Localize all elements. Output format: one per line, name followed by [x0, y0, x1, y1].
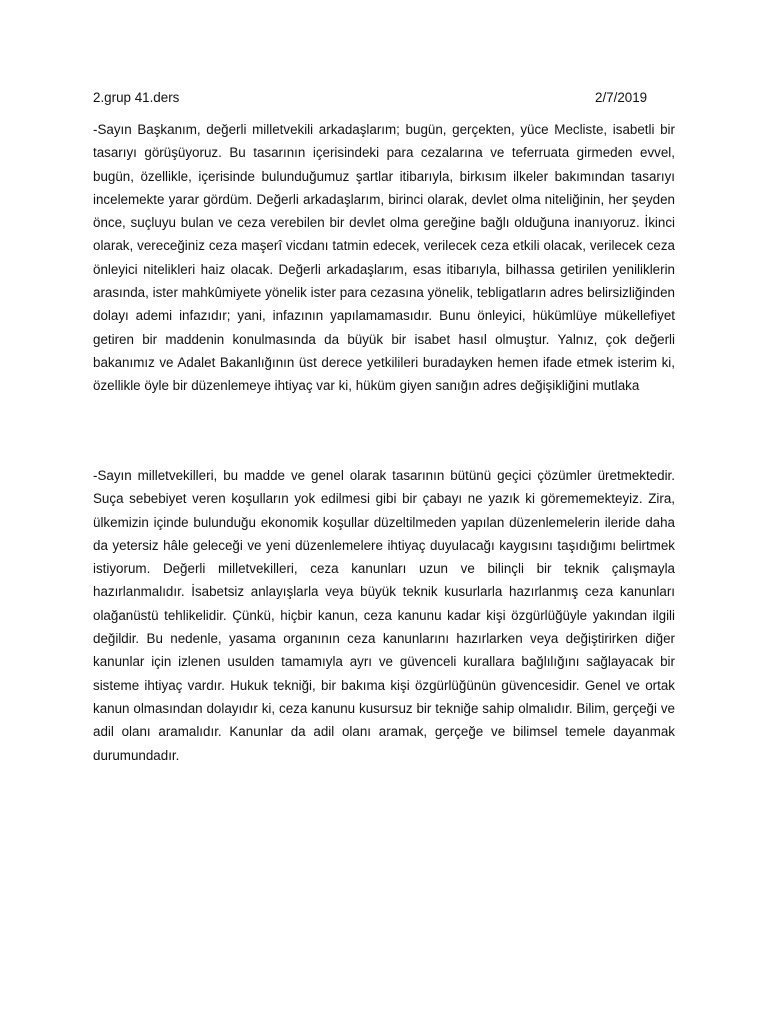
paragraph-1: -Sayın Başkanım, değerli milletvekili arkadaşlarım; bugün, gerçekten, yüce Mecliste, isabetli bir tasarıyı görüşüyoruz. Bu tasarının içerisindeki para cezalarına ve teferruata girmeden evvel, bugün, özellikle, içerisinde bulunduğumuz şartlar itibarıyla, birkısım ilkeler bakımından tasarıyı incelemekte yarar gördüm. Değerli arkadaşlarım, birinci olarak, devlet olma niteliğinin, her şeyden önce, suçluyu bulan ve ceza verebilen bir devlet olma gereğine bağlı olduğuna inanıyoruz. İkinci olarak, vereceğiniz ceza maşerî vicdanı tatmin edecek, verilecek ceza etkili olacak, verilecek ceza önleyici nitelikleri haiz olacak. Değerli arkadaşlarım, esas itibarıyla, bilhassa getirilen yeniliklerin arasında, ister mahkûmiyete yönelik ister para cezasına yönelik, tebligatların adres belirsizliğinden dolayı ademi infazıdır; yani, infazının yapılamamasıdır. Bunu önleyici, hükümlüye mükellefiyet getiren bir maddenin konulmasında da büyük bir isabet hasıl olmuştur. Yalnız, çok değerli bakanımız ve Adalet Bakanlığının üst derece yetkilileri buradayken hemen ifade etmek isterim ki, özellikle öyle bir düzenlemeye ihtiyaç var ki, hüküm giyen sanığın adres değişikliğini mutlaka — [93, 122, 675, 394]
lesson-title: 2.grup 41.ders — [93, 90, 180, 105]
document-date: 2/7/2019 — [595, 90, 648, 105]
document-header — [93, 88, 675, 108]
paragraph-2: -Sayın milletvekilleri, bu madde ve genel olarak tasarının bütünü geçici çözümler üretmektedir. Suça sebebiyet veren koşulların yok edilmesi gibi bir çabayı ne yazık ki görememekteyiz. Zira, ülkemizin içinde bulunduğu ekonomik koşullar düzeltilmeden yapılan düzenlemelerin ileride daha da yetersiz hâle geleceği ve yeni düzenlemelere ihtiyaç duyulacağı kaygısını taşıdığımı belirtmek istiyorum. Değerli milletvekilleri, ceza kanunları uzun ve bilinçli bir teknik çalışmayla hazırlanmalıdır. İsabetsiz anlayışlarla veya büyük teknik kusurlarla hazırlanmış ceza kanunları olağanüstü tehlikelidir. Çünkü, hiçbir kanun, ceza kanunu kadar kişi özgürlüğüyle yakından ilgili değildir. Bu nedenle, yasama organının ceza kanunlarını hazırlarken veya değiştirirken diğer kanunlar için izlenen usulden tamamıyla ayrı ve güvenceli kurallara bağlılığını sağlayacak bir sisteme ihtiyaç vardır. Hukuk tekniği, bir bakıma kişi özgürlüğünün güvencesidir. Genel ve ortak kanun olmasından dolayıdır ki, ceza kanunu kusursuz bir tekniğe sahip olmalıdır. Bilim, gerçeği ve adil olanı aramalıdır. Kanunlar da adil olanı aramak, gerçeğe ve bilimsel temele dayanmak durumundadır. — [93, 468, 675, 763]
